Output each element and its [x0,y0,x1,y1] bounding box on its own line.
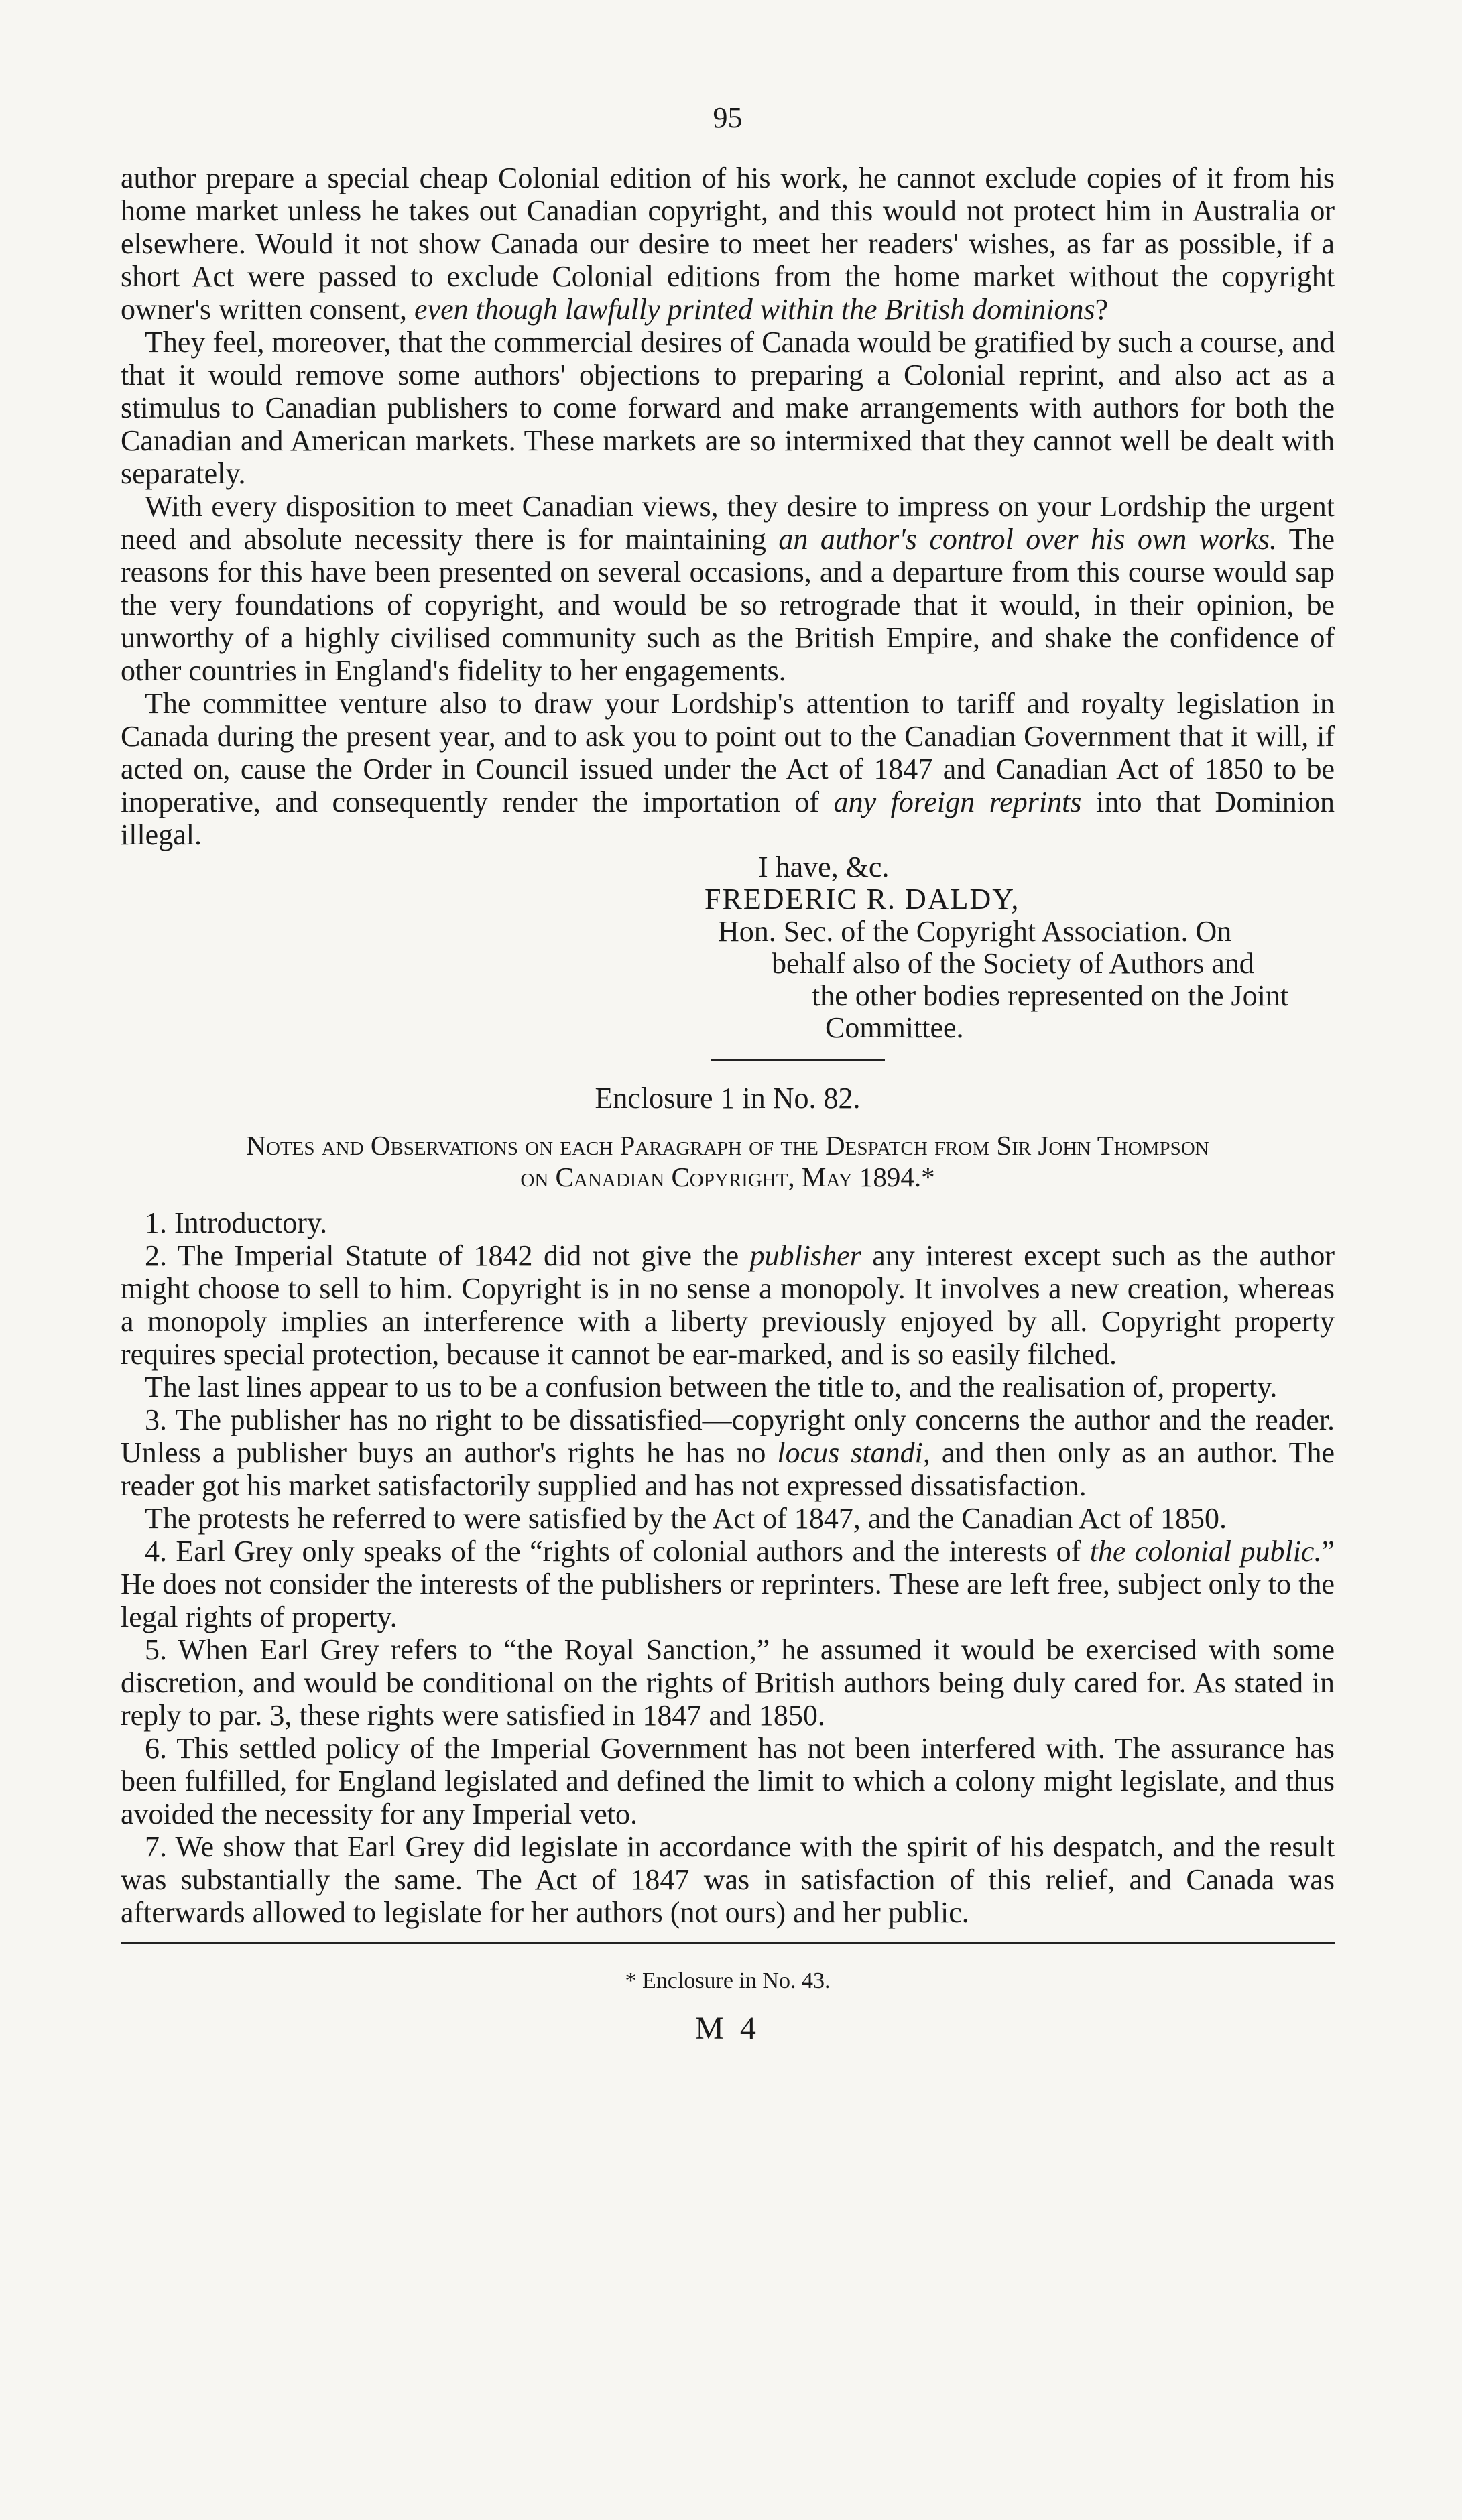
note-text: The last lines appear to us to be a confusion between the title to, and the realisation of, property. [145,1371,1278,1403]
note-text: 5. When Earl Grey refers to “the Royal Sanction,” he assumed it would be exercised with some discretion, and would be conditional on the rights of British authors being duly cared for. As stated in reply to par. 3, these rights were satisfied in 1847 and 1850. [121,1633,1335,1732]
signatory-title: Committee. [825,1011,964,1044]
note-text: 6. This settled policy of the Imperial Government has not been interfered with. The assurance has been fulfilled, for England legislated and defined the limit to which a colony might legislate, and thus avoided the necessity for any Imperial veto. [121,1732,1335,1830]
paragraph-italic: an author's control over his own works. [778,523,1277,556]
signatory-title: the other bodies represented on the Joint [812,979,1289,1012]
note-text: 2. The Imperial Statute of 1842 did not give the [145,1239,750,1272]
note-paragraph [121,1206,1335,1239]
note-paragraph [121,1732,1335,1830]
paragraph-text: With every disposition to meet Canadian views, they desire to impress on your Lordship the urgent need and absolute necessity there is for maintaining [121,490,1335,556]
note-text: any interest except such as the author might choose to sell to him. Copyright is in no sense a monopoly. It involves a new creation, whereas a monopoly implies an interference with a liberty previously enjoyed by all. Copyright property requires special protection, because it cannot be ear-marked, and is so easily filched. [121,1239,1335,1371]
section-divider [711,1059,885,1061]
page-number: 95 [713,101,743,134]
note-text: 7. We show that Earl Grey did legislate in accordance with the spirit of his despatch, and the result was substantially the same. The Act of 1847 was in satisfaction of this relief, and Canada was afterwards allowed to legislate for her authors (not ours) and her public. [121,1830,1335,1929]
printer-signature-mark: M 4 [695,2011,760,2046]
notes-heading-line: on Canadian Copyright, May 1894.* [520,1161,935,1192]
paragraph [121,162,1335,326]
signatory-name: FREDERIC R. DALDY, [705,883,1020,916]
note-paragraph [121,1535,1335,1633]
paragraph-italic: even though lawfully printed within the British dominions [414,293,1095,326]
notes-body [121,1206,1335,1929]
paragraph [121,326,1335,490]
signatory-title: behalf also of the Society of Authors and [772,947,1254,980]
note-italic: locus standi, [777,1436,930,1469]
signature-block [121,851,1335,1044]
paragraph [121,687,1335,851]
note-text: and then only as an author. The reader got his market satisfactorily supplied and has not expressed dissatisfaction. [121,1436,1335,1502]
paragraph-text: into that Dominion illegal. [121,785,1335,851]
note-text: The protests he referred to were satisfied by the Act of 1847, and the Canadian Act of 1850. [145,1502,1227,1535]
paragraph-italic: any foreign reprints [833,785,1082,818]
note-paragraph [121,1371,1335,1403]
footnote-divider [121,1942,1335,1944]
paragraph-text: The reasons for this have been presented on several occasions, and a departure from this course would sap the very foundations of copyright, and would be so retrograde that it would, in their opinion, be unworthy of a highly civilised community such as the British Empire, and shake the confidence of other countries in England's fidelity to her engagements. [121,523,1335,687]
note-italic: the colonial public. [1089,1535,1322,1568]
letter-body [121,162,1335,851]
paragraph-text: They feel, moreover, that the commercial desires of Canada would be gratified by such a course, and that it would remove some authors' objections to preparing a Colonial reprint, and also act as a stimulus to Canadian publishers to come forward and make arrangements with authors for both the Canadian and American markets. These markets are so intermixed that they cannot well be dealt with separately. [121,326,1335,490]
signatory-title: Hon. Sec. of the Copyright Association. On [718,915,1232,948]
notes-heading-line: Notes and Observations on each Paragraph of the Despatch from Sir John Thompson [246,1130,1209,1161]
notes-heading [121,1130,1335,1193]
note-text: 3. The publisher has no right to be dissatisfied—copyright only concerns the author and the reader. Unless a publisher buys an author's rights he has no [121,1403,1335,1469]
note-paragraph [121,1239,1335,1371]
note-text: 1. Introductory. [145,1206,328,1239]
closing: I have, &c. [758,850,890,883]
footnote: * Enclosure in No. 43. [625,1968,831,1993]
enclosure-heading: Enclosure 1 in No. 82. [595,1082,861,1115]
note-text: 4. Earl Grey only speaks of the “rights of colonial authors and the interests of [145,1535,1090,1568]
note-text: ” He does not consider the interests of the publishers or reprinters. These are left free, subject only to the legal rights of property. [121,1535,1335,1633]
paragraph-text: author prepare a special cheap Colonial edition of his work, he cannot exclude copies of it from his home market unless he takes out Canadian copyright, and this would not protect him in Australia or elsewhere. Would it not show Canada our desire to meet her readers' wishes, as far as possible, if a short Act were passed to exclude Colonial editions from the home market without the copyright owner's written consent, [121,162,1335,326]
note-paragraph [121,1830,1335,1929]
note-paragraph [121,1403,1335,1502]
paragraph-text: ? [1095,293,1109,326]
note-paragraph [121,1633,1335,1732]
note-italic: publisher [749,1239,861,1272]
paragraph-text: The committee venture also to draw your Lordship's attention to tariff and royalty legislation in Canada during the present year, and to ask you to point out to the Canadian Government that it will, if acted on, cause the Order in Council issued under the Act of 1847 and Canadian Act of 1850 to be inoperative, and consequently render the importation of [121,687,1335,818]
paragraph [121,490,1335,687]
note-paragraph [121,1502,1335,1535]
